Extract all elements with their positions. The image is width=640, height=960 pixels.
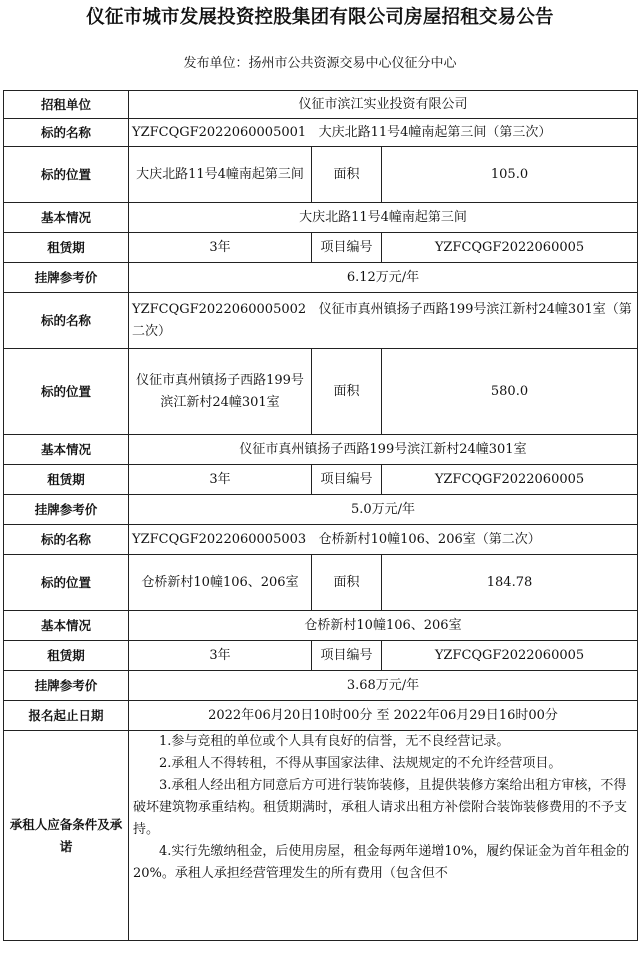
reference-price-label: 挂牌参考价 xyxy=(4,671,129,701)
lot-title: 大庆北路11号4幢南起第三间（第三次） xyxy=(318,124,552,140)
row-lot-location xyxy=(4,349,638,435)
row-registration-period xyxy=(4,701,638,731)
project-no-label: 项目编号 xyxy=(312,641,382,671)
project-no-value: YZFCQGF2022060005 xyxy=(382,465,638,495)
publisher-line: 发布单位：扬州市公共资源交易中心仪征分中心 xyxy=(183,56,457,71)
lot-name-label: 标的名称 xyxy=(4,293,129,349)
lessor-label: 招租单位 xyxy=(4,91,129,119)
row-reference-price xyxy=(4,495,638,525)
registration-period-label: 报名起止日期 xyxy=(4,701,129,731)
project-no-value: YZFCQGF2022060005 xyxy=(382,233,638,263)
lot-name-value xyxy=(129,119,638,147)
obligations-text xyxy=(129,731,638,941)
lot-location-label: 标的位置 xyxy=(4,147,129,203)
basic-info-value: 仓桥新村10幢106、206室 xyxy=(129,611,638,641)
row-lot-location xyxy=(4,555,638,611)
lot-location-value: 仓桥新村10幢106、206室 xyxy=(129,555,312,611)
lessor-value: 仪征市滨江实业投资有限公司 xyxy=(129,91,638,119)
lease-term-label: 租赁期 xyxy=(4,465,129,495)
lot-name-label: 标的名称 xyxy=(4,525,129,555)
row-lot-name xyxy=(4,525,638,555)
basic-info-value: 大庆北路11号4幢南起第三间 xyxy=(129,203,638,233)
lot-code: YZFCQGF2022060005002 xyxy=(132,301,307,317)
lease-term-value: 3年 xyxy=(129,233,312,263)
project-no-label: 项目编号 xyxy=(312,465,382,495)
row-lot-name xyxy=(4,293,638,349)
lot-title: 仪征市真州镇扬子西路199号滨江新村24幢301室（第二次） xyxy=(132,301,632,339)
obligation-item: 3.承租人经出租方同意后方可进行装饰装修，且提供装修方案给出租方审核，不得破坏建筑物承重结构。租赁期满时，承租人请求出租方补偿附合装饰装修费用的不予支持。 xyxy=(133,778,628,837)
lot-location-label: 标的位置 xyxy=(4,555,129,611)
row-basic-info xyxy=(4,435,638,465)
obligation-item: 1.参与竞租的单位或个人具有良好的信誉，无不良经营记录。 xyxy=(159,734,510,749)
basic-info-value: 仪征市真州镇扬子西路199号滨江新村24幢301室 xyxy=(129,435,638,465)
area-value: 184.78 xyxy=(382,555,638,611)
obligations-label: 承租人应备条件及承诺 xyxy=(4,731,129,941)
area-label: 面积 xyxy=(312,147,382,203)
lot-name-value xyxy=(129,525,638,555)
row-lease-term xyxy=(4,641,638,671)
reference-price-value: 3.68万元/年 xyxy=(129,671,638,701)
lot-location-value: 仪征市真州镇扬子西路199号滨江新村24幢301室 xyxy=(129,349,312,435)
obligation-item: 2.承租人不得转租，不得从事国家法律、法规规定的不允许经营项目。 xyxy=(159,756,562,771)
lease-term-value: 3年 xyxy=(129,641,312,671)
lot-name-value xyxy=(129,293,638,349)
lot-title: 仓桥新村10幢106、206室（第二次） xyxy=(318,531,541,547)
basic-info-label: 基本情况 xyxy=(4,611,129,641)
lot-location-label: 标的位置 xyxy=(4,349,129,435)
reference-price-value: 5.0万元/年 xyxy=(129,495,638,525)
area-label: 面积 xyxy=(312,555,382,611)
area-value: 580.0 xyxy=(382,349,638,435)
lot-code: YZFCQGF2022060005003 xyxy=(132,531,307,547)
lot-code: YZFCQGF2022060005001 xyxy=(132,124,307,140)
row-basic-info xyxy=(4,611,638,641)
lease-term-value: 3年 xyxy=(129,465,312,495)
lot-location-value: 大庆北路11号4幢南起第三间 xyxy=(129,147,312,203)
area-value: 105.0 xyxy=(382,147,638,203)
row-obligations xyxy=(4,731,638,941)
row-lot-location xyxy=(4,147,638,203)
row-lease-term xyxy=(4,233,638,263)
reference-price-label: 挂牌参考价 xyxy=(4,263,129,293)
listing-table xyxy=(3,90,638,941)
lease-term-label: 租赁期 xyxy=(4,641,129,671)
row-reference-price xyxy=(4,263,638,293)
row-lessor xyxy=(4,91,638,119)
reference-price-value: 6.12万元/年 xyxy=(129,263,638,293)
row-reference-price xyxy=(4,671,638,701)
row-lot-name xyxy=(4,119,638,147)
project-no-value: YZFCQGF2022060005 xyxy=(382,641,638,671)
lot-name-label: 标的名称 xyxy=(4,119,129,147)
obligation-item: 4.实行先缴纳租金，后使用房屋，租金每两年递增10%，履约保证金为首年租金的20%。承租人承担经营管理发生的所有费用（包含但不 xyxy=(133,844,630,881)
area-label: 面积 xyxy=(312,349,382,435)
project-no-label: 项目编号 xyxy=(312,233,382,263)
row-basic-info xyxy=(4,203,638,233)
page-title: 仪征市城市发展投资控股集团有限公司房屋招租交易公告 xyxy=(86,7,554,28)
row-lease-term xyxy=(4,465,638,495)
basic-info-label: 基本情况 xyxy=(4,435,129,465)
reference-price-label: 挂牌参考价 xyxy=(4,495,129,525)
lease-term-label: 租赁期 xyxy=(4,233,129,263)
basic-info-label: 基本情况 xyxy=(4,203,129,233)
registration-period-value: 2022年06月20日10时00分 至 2022年06月29日16时00分 xyxy=(129,701,638,731)
